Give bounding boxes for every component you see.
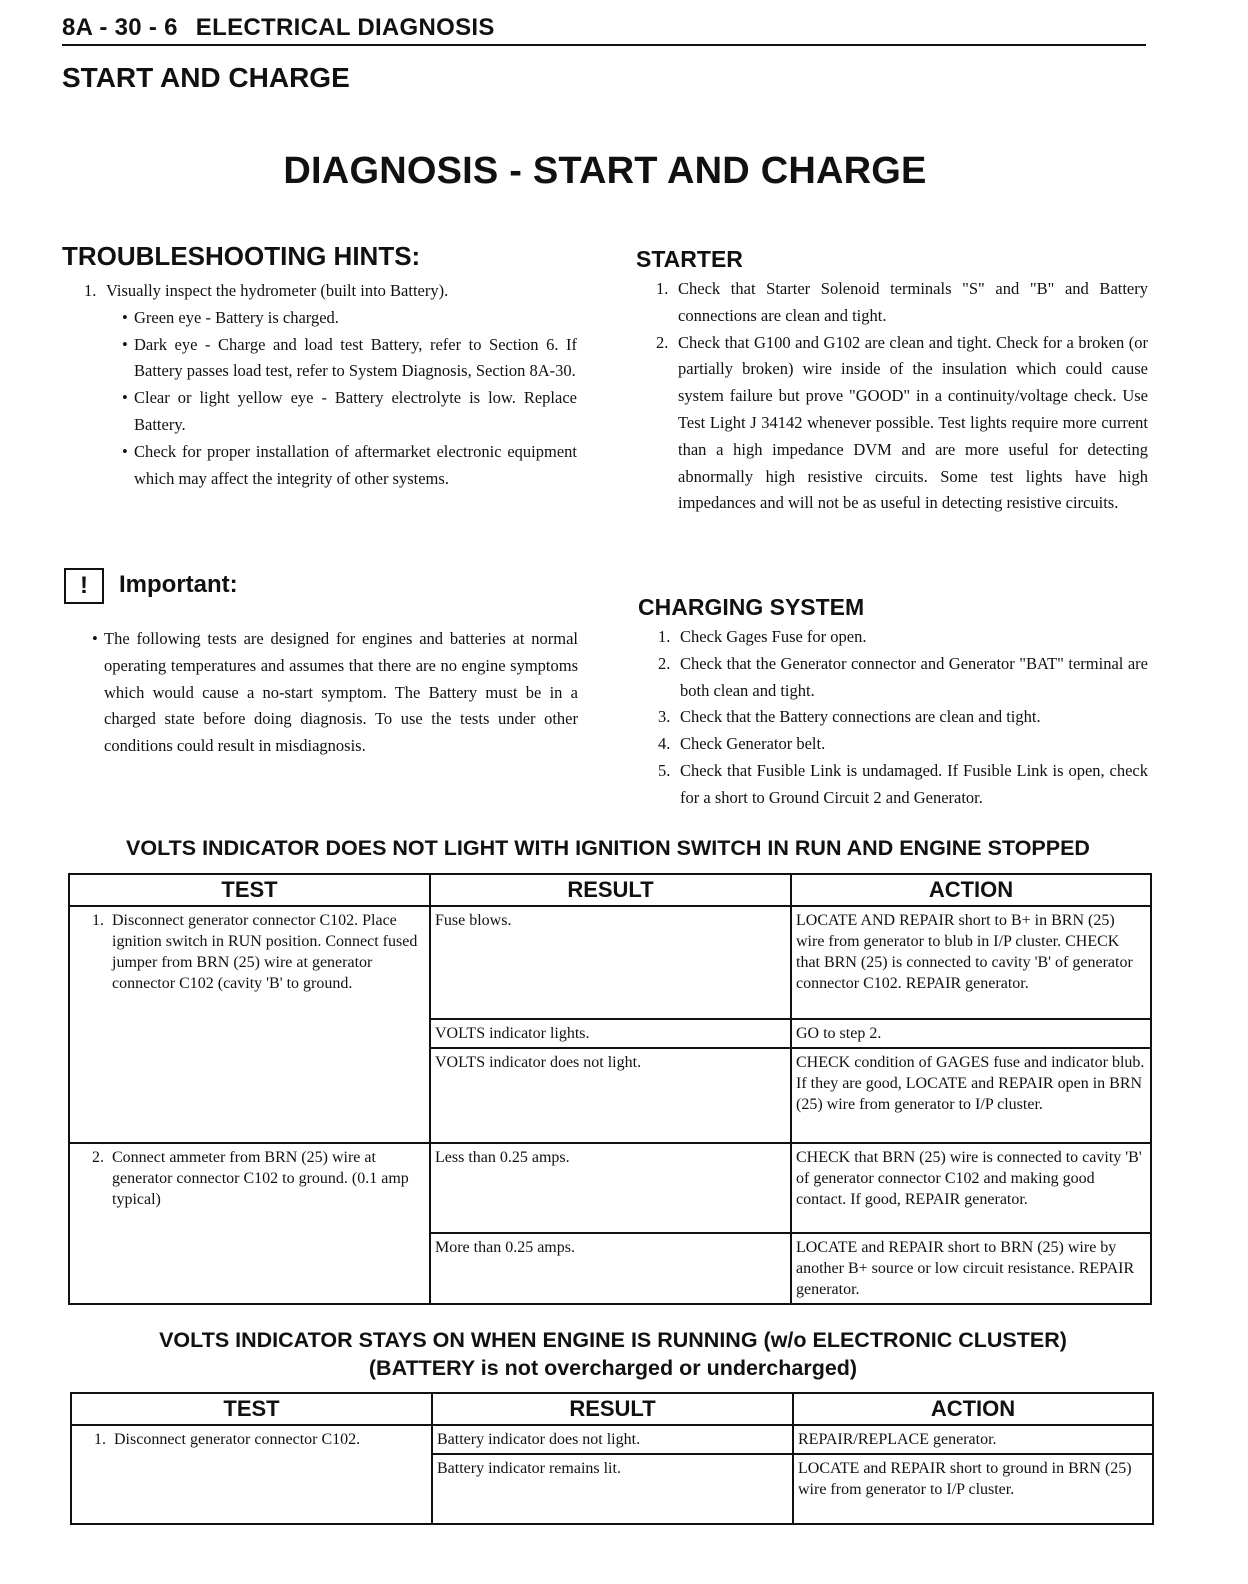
action-cell: REPAIR/REPLACE generator. bbox=[793, 1425, 1153, 1454]
list-item: • Clear or light yellow eye - Battery electrolyte is low. Replace Battery. bbox=[122, 388, 577, 434]
list-item: 1. Check that Starter Solenoid terminals "S" and "B" and Battery connections are clean and tight. bbox=[656, 279, 1148, 325]
action-cell: LOCATE and REPAIR short to BRN (25) wire by another B+ source or low circuit resistance. REPAIR generator. bbox=[791, 1233, 1151, 1304]
list-item: 5. Check that Fusible Link is undamaged. If Fusible Link is open, check for a short to Ground Circuit 2 and Generator. bbox=[658, 760, 1148, 807]
troubleshooting-heading: TROUBLESHOOTING HINTS: bbox=[62, 241, 421, 271]
result-cell: Less than 0.25 amps. bbox=[430, 1143, 791, 1233]
test-step-1: 1. Disconnect generator connector C102. Place ignition switch in RUN position. Connect fused jumper from BRN (25) wire at generator connector C102 (cavity 'B' to ground. bbox=[69, 906, 430, 1143]
result-cell: VOLTS indicator lights. bbox=[430, 1019, 791, 1048]
list-item: 2. Check that the Generator connector and Generator "BAT" terminal are both clean and tight. bbox=[658, 653, 1148, 700]
header-action: ACTION bbox=[793, 1393, 1153, 1425]
result-cell: Fuse blows. bbox=[430, 906, 791, 1019]
header-section: ELECTRICAL DIAGNOSIS bbox=[195, 14, 495, 41]
header-result: RESULT bbox=[430, 874, 791, 906]
diagnosis-table-2 bbox=[70, 1392, 1154, 1525]
action-cell: LOCATE and REPAIR short to ground in BRN (25) wire from generator to I/P cluster. bbox=[793, 1454, 1153, 1524]
action-cell: LOCATE AND REPAIR short to B+ in BRN (25) wire from generator to blub in I/P cluster. CHECK that BRN (25) is connected to cavity 'B' of generator connector C102. REPAIR generator. bbox=[791, 906, 1151, 1019]
list-item: 2. Check that G100 and G102 are clean and tight. Check for a broken (or partially broken) wire inside of the insulation which could cause system failure but prove "GOOD" in a continuity/voltage check. Use Test Light J 34142 whenever possible. Test lights require more current than a high impedance DVM and are more useful for detecting abnormally high resistive circuits. Some test lights have high impedances and will not be as useful in detecting resistive circuits. bbox=[656, 332, 1148, 513]
result-cell: VOLTS indicator does not light. bbox=[430, 1048, 791, 1143]
important-note: • The following tests are designed for engines and batteries at normal operating temperatures and assumes that there are no engine symptoms which would cause a no-start symptom. The Battery must be in a charged state before doing diagnosis. To use the tests under other conditions could result in misdiagnosis. bbox=[92, 626, 578, 760]
list-item: 4. Check Generator belt. bbox=[658, 734, 826, 754]
header-test: TEST bbox=[71, 1393, 432, 1425]
list-item: • Green eye - Battery is charged. bbox=[122, 307, 339, 327]
header-result: RESULT bbox=[432, 1393, 793, 1425]
result-cell: Battery indicator remains lit. bbox=[432, 1454, 793, 1524]
action-cell: CHECK condition of GAGES fuse and indicator blub. If they are good, LOCATE and REPAIR open in BRN (25) wire from generator to I/P cluster. bbox=[791, 1048, 1151, 1143]
exclamation-icon: ! bbox=[64, 568, 104, 604]
main-title: DIAGNOSIS - START AND CHARGE bbox=[283, 150, 927, 192]
troubleshooting-section bbox=[62, 240, 577, 492]
table2-title: VOLTS INDICATOR STAYS ON WHEN ENGINE IS RUNNING (w/o ELECTRONIC CLUSTER) (BATTERY is not overcharged or undercharged) bbox=[159, 1328, 1067, 1380]
result-cell: More than 0.25 amps. bbox=[430, 1233, 791, 1304]
test-step-1: 1. Disconnect generator connector C102. bbox=[71, 1425, 432, 1524]
charging-heading: CHARGING SYSTEM bbox=[638, 594, 865, 620]
header-action: ACTION bbox=[791, 874, 1151, 906]
result-cell: Battery indicator does not light. bbox=[432, 1425, 793, 1454]
starter-heading: STARTER bbox=[636, 246, 743, 272]
list-item: • Dark eye - Charge and load test Battery, refer to Section 6. If Battery passes load test, refer to System Diagnosis, Section 8A-30. bbox=[122, 334, 577, 381]
list-item: • Check for proper installation of aftermarket electronic equipment which may affect the integrity of other systems. bbox=[122, 441, 577, 488]
action-cell: CHECK that BRN (25) wire is connected to cavity 'B' of generator connector C102 and making good contact. If good, REPAIR generator. bbox=[791, 1143, 1151, 1233]
list-item: 3. Check that the Battery connections are clean and tight. bbox=[658, 707, 1041, 727]
important-label: Important: bbox=[119, 571, 238, 598]
important-text: The following tests are designed for engines and batteries at normal operating temperatures and assumes that there are no engine symptoms which would cause a no-start symptom. The Battery must be in a charged state before doing diagnosis. To use the tests under other conditions could result in misdiagnosis. bbox=[104, 629, 578, 756]
table1-title: VOLTS INDICATOR DOES NOT LIGHT WITH IGNITION SWITCH IN RUN AND ENGINE STOPPED bbox=[126, 836, 1090, 860]
header-test: TEST bbox=[69, 874, 430, 906]
test-step-2: 2. Connect ammeter from BRN (25) wire at generator connector C102 to ground. (0.1 amp typical) bbox=[69, 1143, 430, 1304]
action-cell: GO to step 2. bbox=[791, 1019, 1151, 1048]
starter-section bbox=[636, 244, 1148, 517]
page-header bbox=[62, 12, 1146, 46]
list-item: 1. Visually inspect the hydrometer (built into Battery). bbox=[84, 281, 449, 300]
list-item: 1. Check Gages Fuse for open. bbox=[658, 627, 867, 646]
charging-section bbox=[638, 592, 1148, 812]
diagnosis-table-1 bbox=[68, 873, 1152, 1305]
page-ref: 8A - 30 - 6 bbox=[62, 14, 178, 41]
section-title: START AND CHARGE bbox=[62, 62, 350, 93]
